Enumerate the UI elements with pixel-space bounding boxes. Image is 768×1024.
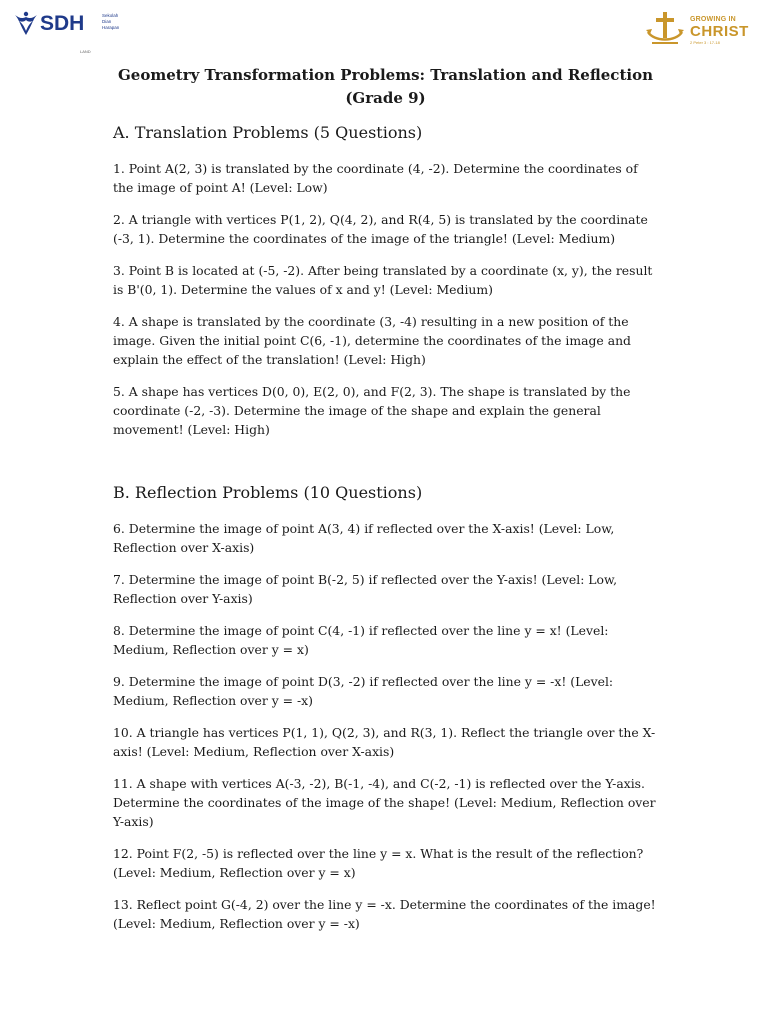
question-item: 1. Point A(2, 3) is translated by the coordinate (4, -2). Determine the coordinates of the image of point A! (Level: Low) xyxy=(113,161,638,195)
sdh-logo-tagline: LAND xyxy=(80,49,91,54)
question-item: 5. A shape has vertices D(0, 0), E(2, 0), and F(2, 3). The shape is translated by the coordinate (-2, -3). Determine the image of the shape and explain the general movement! (Level: High) xyxy=(113,384,631,437)
question-item: 12. Point F(2, -5) is reflected over the line y = x. What is the result of the reflection? (Level: Medium, Reflection over y = x) xyxy=(113,846,644,880)
page-header xyxy=(0,0,768,56)
growing-in-christ-logo xyxy=(644,10,756,48)
sdh-logo xyxy=(12,9,122,54)
section-heading-translation: A. Translation Problems (5 Questions) xyxy=(113,123,423,142)
logo-growing-in: GROWING IN xyxy=(690,16,736,23)
question-item: 9. Determine the image of point D(3, -2) if reflected over the line y = -x! (Level: Medium, Reflection over y = -x) xyxy=(113,674,614,708)
question-item: 3. Point B is located at (-5, -2). After being translated by a coordinate (x, y), the result is B'(0, 1). Determine the values of x and y! (Level: Medium) xyxy=(113,263,653,297)
question-item: 4. A shape is translated by the coordinate (3, -4) resulting in a new position of the image. Given the initial point C(6, -1), determine the coordinates of the image and explain the effect of the translation! (Level: High) xyxy=(113,314,631,367)
question-item: 7. Determine the image of point B(-2, 5) if reflected over the Y-axis! (Level: Low, Reflection over Y-axis) xyxy=(113,572,618,606)
question-item: 11. A shape with vertices A(-3, -2), B(-1, -4), and C(-2, -1) is reflected over the Y-axis. Determine the coordinates of the image of the shape! (Level: Medium, Reflection over Y-axis) xyxy=(113,776,656,829)
question-item: 6. Determine the image of point A(3, 4) if reflected over the X-axis! (Level: Low, Reflection over X-axis) xyxy=(113,521,615,555)
question-item: 10. A triangle has vertices P(1, 1), Q(2, 3), and R(3, 1). Reflect the triangle over the X-axis! (Level: Medium, Reflection over X-axis) xyxy=(113,725,656,759)
sdh-logo-subtitle: Sekolah Dian Harapan xyxy=(102,13,120,30)
page-title: Geometry Transformation Problems: Translation and Reflection (Grade 9) xyxy=(118,66,653,107)
document-body xyxy=(113,64,658,933)
sdh-logo-text: SDH xyxy=(40,12,85,35)
question-item: 2. A triangle with vertices P(1, 2), Q(4, 2), and R(4, 5) is translated by the coordinate (-3, 1). Determine the coordinates of the image of the triangle! (Level: Medium) xyxy=(113,212,648,246)
question-item: 8. Determine the image of point C(4, -1) if reflected over the line y = x! (Level: Medium, Reflection over y = x) xyxy=(113,623,609,657)
cross-anchor-icon xyxy=(644,10,686,46)
logo-christ: CHRIST xyxy=(690,23,749,40)
logo-verse: 2 Peter 3 : 17-18 xyxy=(690,40,720,45)
section-heading-reflection: B. Reflection Problems (10 Questions) xyxy=(113,483,423,502)
sdh-crest-icon xyxy=(12,9,40,39)
question-item: 13. Reflect point G(-4, 2) over the line y = -x. Determine the coordinates of the image! (Level: Medium, Reflection over y = -x) xyxy=(113,897,656,931)
